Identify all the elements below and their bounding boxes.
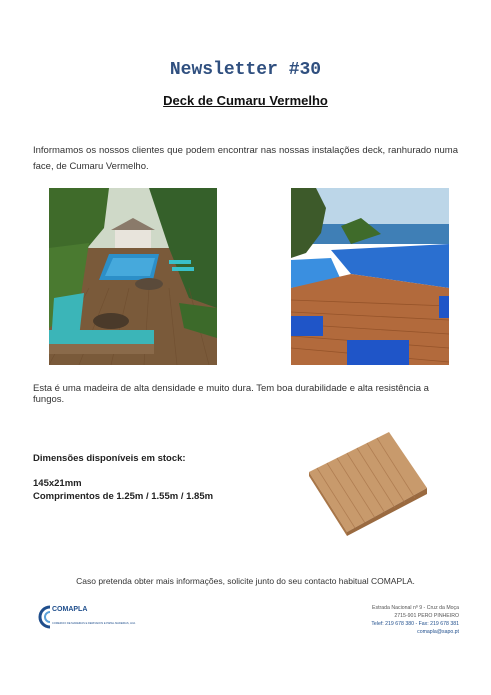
- company-address: [371, 604, 459, 636]
- deck-infinity-pool-photo: [291, 188, 449, 365]
- board-lengths: Comprimentos de 1.25m / 1.55m / 1.85m: [33, 491, 214, 502]
- deck-pool-garden-photo: [49, 188, 217, 365]
- phone-fax: Telef: 219 678 380 - Fax: 219 678 381: [371, 621, 459, 627]
- address-line-1: Estrada Nacional nº 9 - Cruz da Moça: [372, 605, 459, 611]
- density-paragraph: Esta é uma madeira de alta densidade e muito dura. Tem boa durabilidade e alta resistência a fungos.: [33, 383, 429, 405]
- dimensions-heading: Dimensões disponíveis em stock:: [33, 453, 186, 464]
- address-line-2: 2715-901 PERO PINHEIRO: [394, 613, 459, 619]
- newsletter-subtitle: Deck de Cumaru Vermelho: [163, 93, 328, 108]
- contact-note: Caso pretenda obter mais informações, solicite junto do seu contacto habitual COMAPLA.: [76, 576, 415, 586]
- logo-name: COMAPLA: [52, 606, 88, 613]
- newsletter-title: Newsletter #30: [169, 60, 322, 80]
- logo-tagline: COMERCIO DE MADEIRAS E DERIVADOS E PAPEL MADEIRAS, LDA.: [52, 622, 136, 625]
- deck-board-sample-image: [303, 428, 431, 536]
- email-link[interactable]: comapla@sapo.pt: [417, 629, 459, 635]
- intro-paragraph: Informamos os nossos clientes que podem encontrar nas nossas instalações deck, ranhurado numa face, de Cumaru Vermelho.: [33, 145, 458, 172]
- board-size: 145x21mm: [33, 478, 82, 489]
